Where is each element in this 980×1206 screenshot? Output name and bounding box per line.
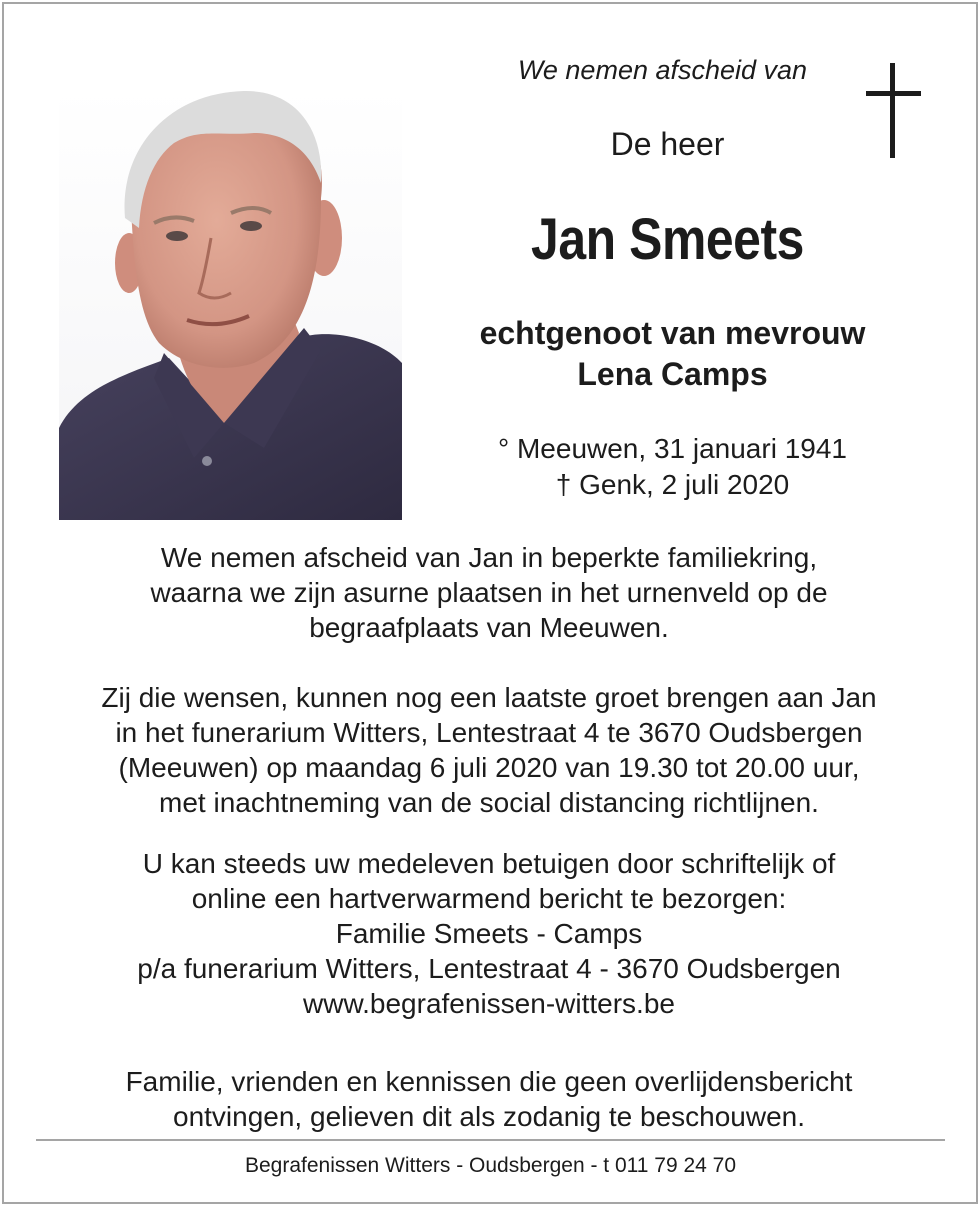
- text-line: U kan steeds uw medeleven betuigen door schriftelijk of: [142, 848, 836, 879]
- death-date: † Genk, 2 juli 2020: [555, 469, 790, 500]
- divider: [36, 1139, 945, 1141]
- intro-text: We nemen afscheid van: [517, 55, 808, 85]
- paragraph-farewell: [30, 540, 948, 645]
- text-line: in het funerarium Witters, Lentestraat 4 te 3670 Oudsbergen: [115, 717, 863, 748]
- text-line: begraafplaats van Meeuwen.: [309, 612, 669, 643]
- spouse-line-2: Lena Camps: [577, 356, 768, 392]
- text-line: waarna we zijn asurne plaatsen in het urnenveld op de: [150, 577, 828, 608]
- text-line: Zij die wensen, kunnen nog een laatste groet brengen aan Jan: [101, 682, 877, 713]
- text-line: online een hartverwarmend bericht te bezorgen:: [191, 883, 787, 914]
- text-line: ontvingen, gelieven dit als zodanig te beschouwen.: [173, 1101, 805, 1132]
- spouse-block: [430, 313, 915, 395]
- paragraph-visitation: [30, 680, 948, 820]
- text-line: Familie Smeets - Camps: [335, 918, 643, 949]
- text-line: (Meeuwen) op maandag 6 juli 2020 van 19.30 tot 20.00 uur,: [118, 752, 860, 783]
- text-line: met inachtneming van de social distancing richtlijnen.: [159, 787, 819, 818]
- footer-text: Begrafenissen Witters - Oudsbergen - t 011 79 24 70: [244, 1154, 737, 1177]
- text-line: p/a funerarium Witters, Lentestraat 4 - 3670 Oudsbergen: [137, 953, 841, 984]
- cross-icon: [866, 63, 921, 158]
- text-line: We nemen afscheid van Jan in beperkte familiekring,: [160, 542, 818, 573]
- paragraph-notice: [30, 1064, 948, 1134]
- portrait-photo: [59, 88, 402, 520]
- website-link[interactable]: www.begrafenissen-witters.be: [303, 988, 675, 1019]
- birth-date: ° Meeuwen, 31 januari 1941: [498, 433, 847, 464]
- dates-block: [440, 431, 905, 503]
- paragraph-condolences: [30, 846, 948, 1021]
- text-line: Familie, vrienden en kennissen die geen overlijdensbericht: [125, 1066, 853, 1097]
- honorific-title: De heer: [610, 126, 725, 162]
- spouse-line-1: echtgenoot van mevrouw: [479, 315, 866, 351]
- deceased-name: Jan Smeets: [531, 207, 804, 272]
